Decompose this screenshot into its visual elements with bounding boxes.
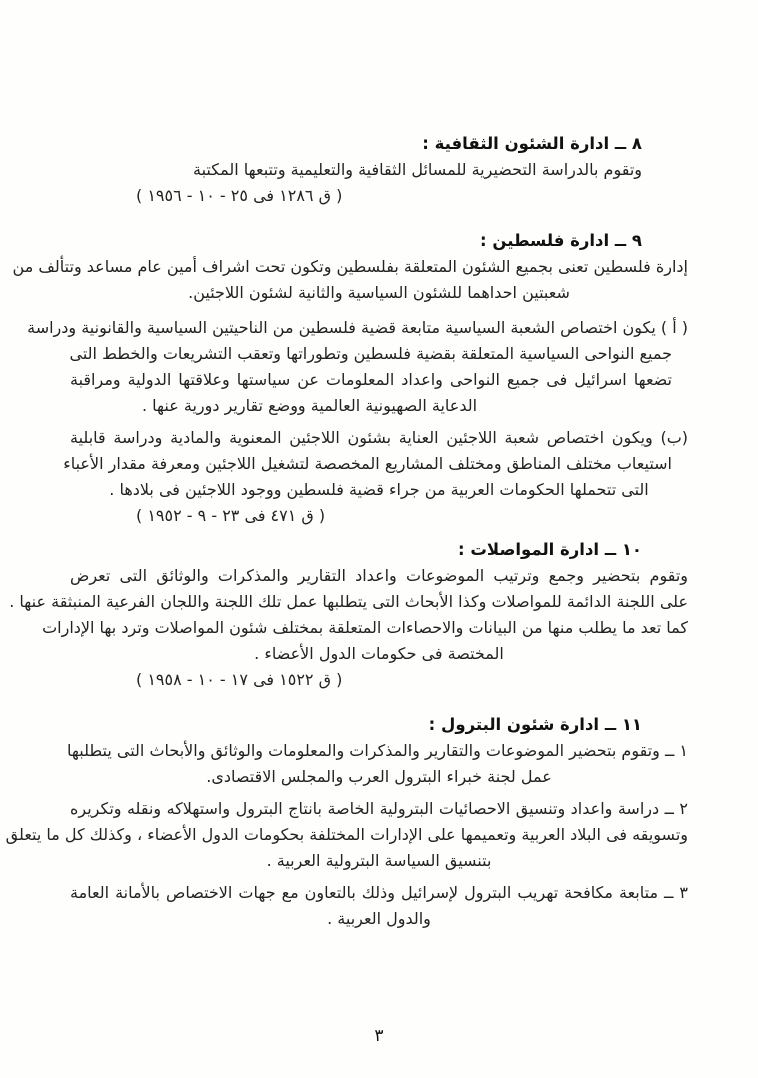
section-10-citation: ( ق ١٥٢٢ فى ١٧ - ١٠ - ١٩٥٨ ) bbox=[136, 670, 343, 689]
paragraph-b-line: التى تتحملها الحكومات العربية من جراء قضية فلسطين ووجود اللاجئين فى بلادها . bbox=[109, 480, 649, 499]
section-10-body-line: المختصة فى حكومات الدول الأعضاء . bbox=[254, 644, 504, 663]
section-10-heading: ١٠ ــ ادارة المواصلات : bbox=[458, 540, 642, 559]
section-9-body-line: شعبتين احداهما للشئون السياسية والثانية لشئون اللاجئين. bbox=[188, 283, 570, 302]
petroleum-item-3-line: والدول العربية . bbox=[327, 909, 431, 928]
section-10-body-line: كما تعد ما يطلب منها من البيانات والاحصاءات المتعلقة بمختلف شئون المواصلات وترد بها الإدارات bbox=[42, 618, 688, 637]
section-8-citation: ( ق ١٢٨٦ فى ٢٥ - ١٠ - ١٩٥٦ ) bbox=[136, 186, 343, 205]
page-number: ٣ bbox=[374, 1026, 384, 1046]
section-9-body-line: إدارة فلسطين تعنى بجميع الشئون المتعلقة بفلسطين وتكون تحت اشراف أمين عام مساعد وتتألف من bbox=[12, 257, 688, 276]
petroleum-item-1-line: ١ ــ وتقوم بتحضير الموضوعات والتقارير والمذكرات والمعلومات والوثائق والأبحاث التى يتطلبها bbox=[67, 741, 688, 760]
petroleum-item-1-line: عمل لجنة خبراء البترول العرب والمجلس الاقتصادى. bbox=[206, 767, 552, 786]
petroleum-item-2-line: بتنسيق السياسة البترولية العربية . bbox=[266, 851, 492, 870]
section-10-body-line: على اللجنة الدائمة للمواصلات وكذا الأبحاث التى يتطلبها عمل تلك اللجنة واللجان الفرعية المنبثقة عنها . bbox=[9, 592, 688, 611]
section-8-body-line: وتقوم بالدراسة التحضيرية للمسائل الثقافية والتعليمية وتتبعها المكتبة bbox=[193, 160, 642, 179]
paragraph-b-line: (ب) ويكون اختصاص شعبة اللاجئين العناية بشئون اللاجئين المعنوية والمادية ودراسة قابلية bbox=[70, 428, 688, 447]
section-8-heading: ٨ ــ ادارة الشئون الثقافية : bbox=[422, 134, 642, 153]
paragraph-a-line: الدعاية الصهيونية العالمية ووضع تقارير دورية عنها . bbox=[142, 396, 478, 415]
section-10-body-line: وتقوم بتحضير وجمع وترتيب الموضوعات واعداد التقارير والمذكرات والوثائق التى تعرض bbox=[70, 566, 688, 585]
petroleum-item-2-line: وتسويقه فى البلاد العربية وتعميمها على الإدارات المختلفة بحكومات الدول الأعضاء ، وكذلك كل ما يتعلق bbox=[5, 825, 688, 844]
paragraph-b-citation: ( ق ٤٧١ فى ٢٣ - ٩ - ١٩٥٢ ) bbox=[136, 506, 326, 525]
paragraph-a-line: ( أ ) يكون اختصاص الشعبة السياسية متابعة قضية فلسطين من الناحيتين السياسية والقانونية ودراسة bbox=[27, 318, 688, 337]
paragraph-a-line: تضعها اسرائيل فى جميع النواحى واعداد المعلومات عن سياستها وعلاقتها الدولية ومراقبة bbox=[70, 370, 672, 389]
section-9-heading: ٩ ــ ادارة فلسطين : bbox=[480, 231, 642, 250]
petroleum-item-2-line: ٢ ــ دراسة واعداد وتنسيق الاحصائيات البترولية الخاصة بانتاج البترول واستهلاكه ونقله وتكريره bbox=[70, 799, 688, 818]
petroleum-item-3-line: ٣ ــ متابعة مكافحة تهريب البترول لإسرائيل وذلك بالتعاون مع جهات الاختصاص بالأمانة العامة bbox=[70, 883, 688, 902]
section-11-heading: ١١ ــ ادارة شئون البترول : bbox=[428, 715, 642, 734]
paragraph-b-line: استيعاب مختلف المناطق ومختلف المشاريع المخصصة لتشغيل اللاجئين ومعرفة مقدار الأعباء bbox=[63, 454, 672, 473]
paragraph-a-line: جميع النواحى السياسية المتعلقة بقضية فلسطين وتطوراتها وتعقب التشريعات والخطط التى bbox=[69, 344, 672, 363]
